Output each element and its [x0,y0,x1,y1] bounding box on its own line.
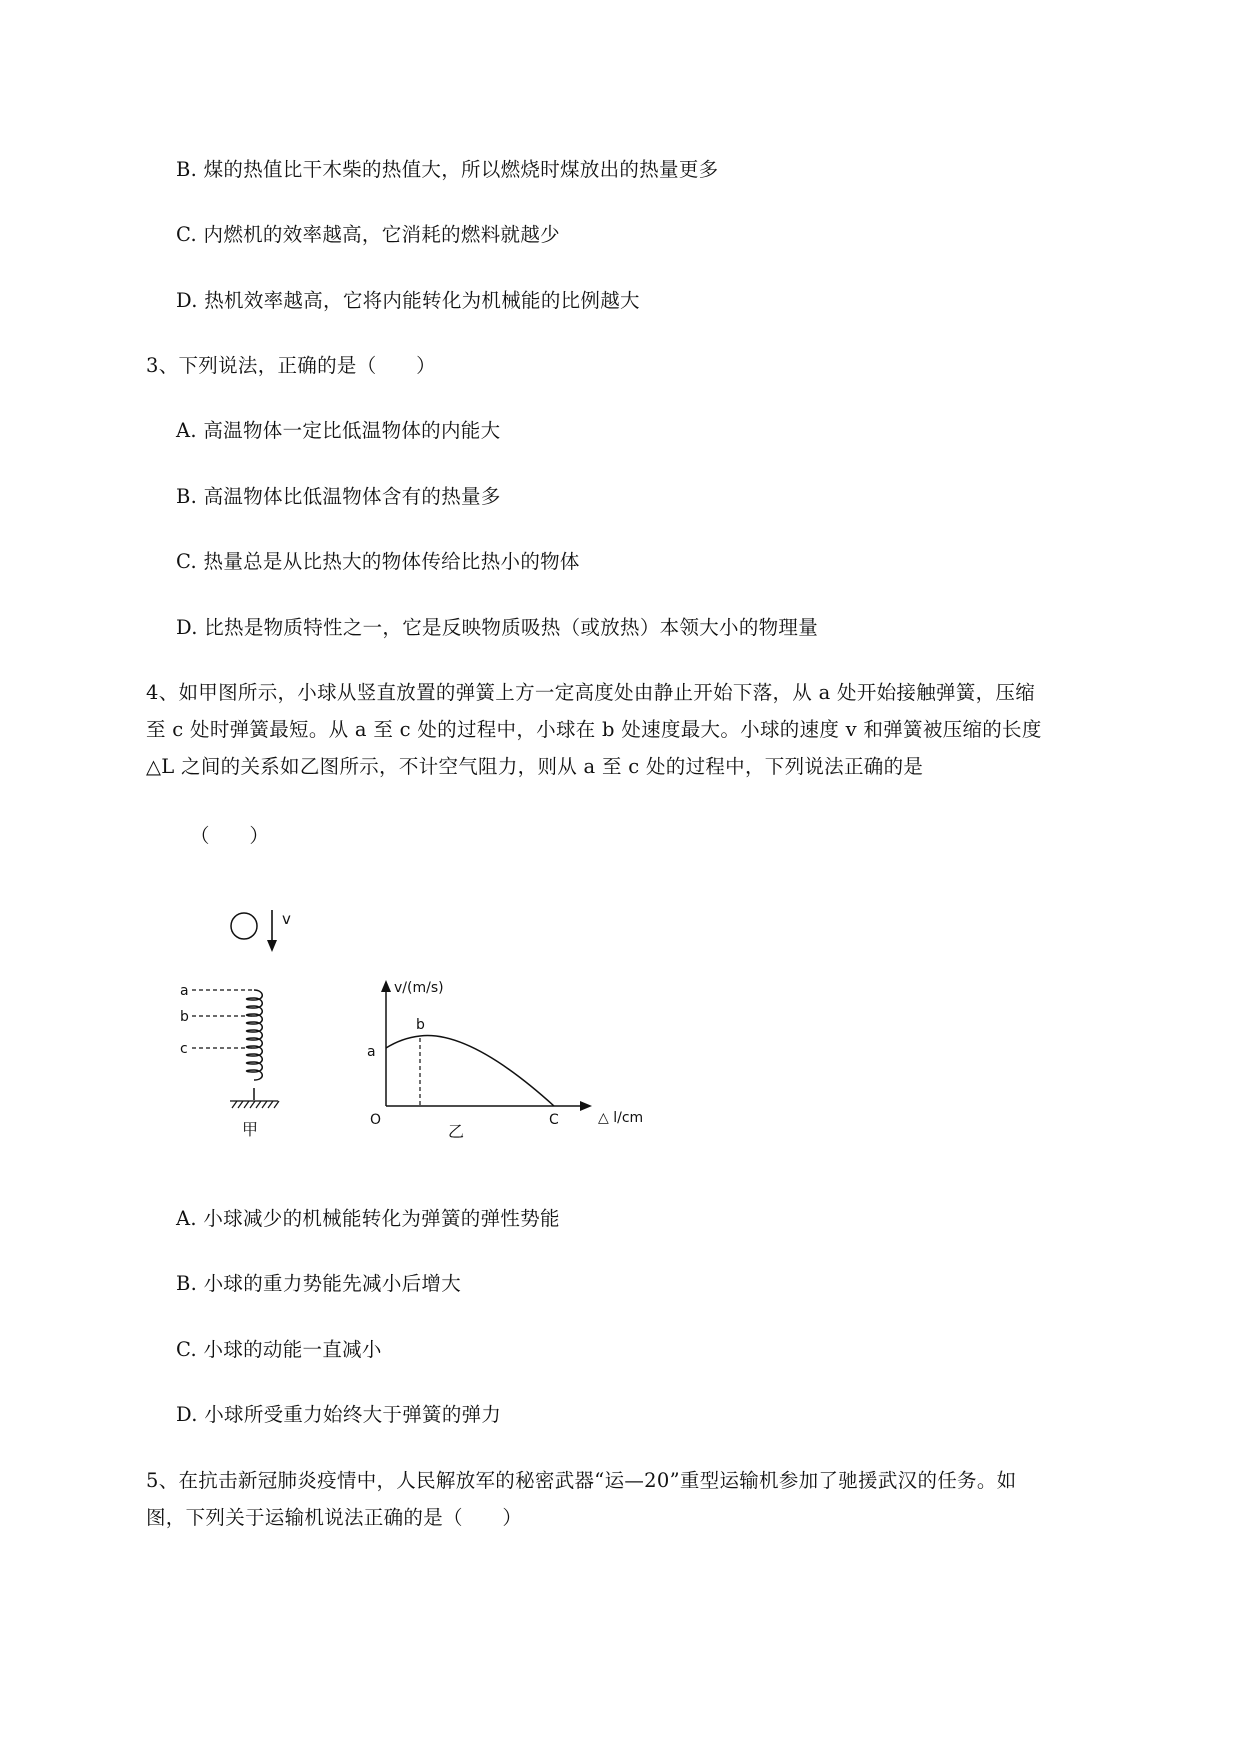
y-axis-label: v/(m/s) [394,980,444,996]
q2-option-d: D. 热机效率越高，它将内能转化为机械能的比例越大 [176,289,640,312]
q3-option-c: C. 热量总是从比热大的物体传给比热小的物体 [176,550,580,573]
spring-label-a: a [180,983,189,999]
point-a-label: a [367,1044,376,1060]
q4-option-b: B. 小球的重力势能先减小后增大 [176,1272,462,1295]
ground-hatch-icon [230,1101,279,1108]
q4-option-d: D. 小球所受重力始终大于弹簧的弹力 [176,1403,502,1426]
origin-label: O [370,1112,382,1128]
q2-option-c: C. 内燃机的效率越高，它消耗的燃料就越少 [176,223,560,246]
q5-stem-line1: 5、在抗击新冠肺炎疫情中，人民解放军的秘密武器“运—20”重型运输机参加了驰援武汉的任务。如 [146,1469,1017,1492]
ball-icon [231,913,257,939]
spring-icon [247,990,263,1100]
q4-figure [170,900,690,1170]
right-caption: 乙 [448,1122,465,1141]
velocity-curve [386,1036,554,1106]
q4-option-a: A. 小球减少的机械能转化为弹簧的弹性势能 [176,1207,560,1230]
point-c-label: C [549,1112,559,1128]
q3-option-d: D. 比热是物质特性之一，它是反映物质吸热（或放热）本领大小的物理量 [176,616,819,639]
ball-velocity-label: v [282,910,291,928]
q2-option-b: B. 煤的热值比干木柴的热值大，所以燃烧时煤放出的热量更多 [176,158,719,181]
spring-label-c: c [180,1041,188,1057]
left-caption: 甲 [242,1120,259,1139]
point-b-label: b [416,1017,425,1033]
x-axis-label: △ l/cm [598,1110,644,1126]
q5-stem-line2: 图，下列关于运输机说法正确的是（ ） [146,1506,523,1529]
q3-stem: 3、下列说法，正确的是（ ） [146,354,436,377]
q4-stem-line3: △L 之间的关系如乙图所示，不计空气阻力，则从 a 至 c 处的过程中，下列说法正确的是 [146,755,924,778]
q4-stem-line2: 至 c 处时弹簧最短。从 a 至 c 处的过程中，小球在 b 处速度最大。小球的速度 v 和弹簧被压缩的长度 [146,718,1042,741]
q4-option-c: C. 小球的动能一直减小 [176,1338,382,1361]
spring-label-b: b [180,1009,189,1025]
q3-option-a: A. 高温物体一定比低温物体的内能大 [176,419,501,442]
q4-answer-paren: （ ） [190,824,270,847]
q4-stem-line1: 4、如甲图所示，小球从竖直放置的弹簧上方一定高度处由静止开始下落，从 a 处开始接触弹簧，压缩 [146,681,1036,704]
q3-option-b: B. 高温物体比低温物体含有的热量多 [176,485,501,508]
